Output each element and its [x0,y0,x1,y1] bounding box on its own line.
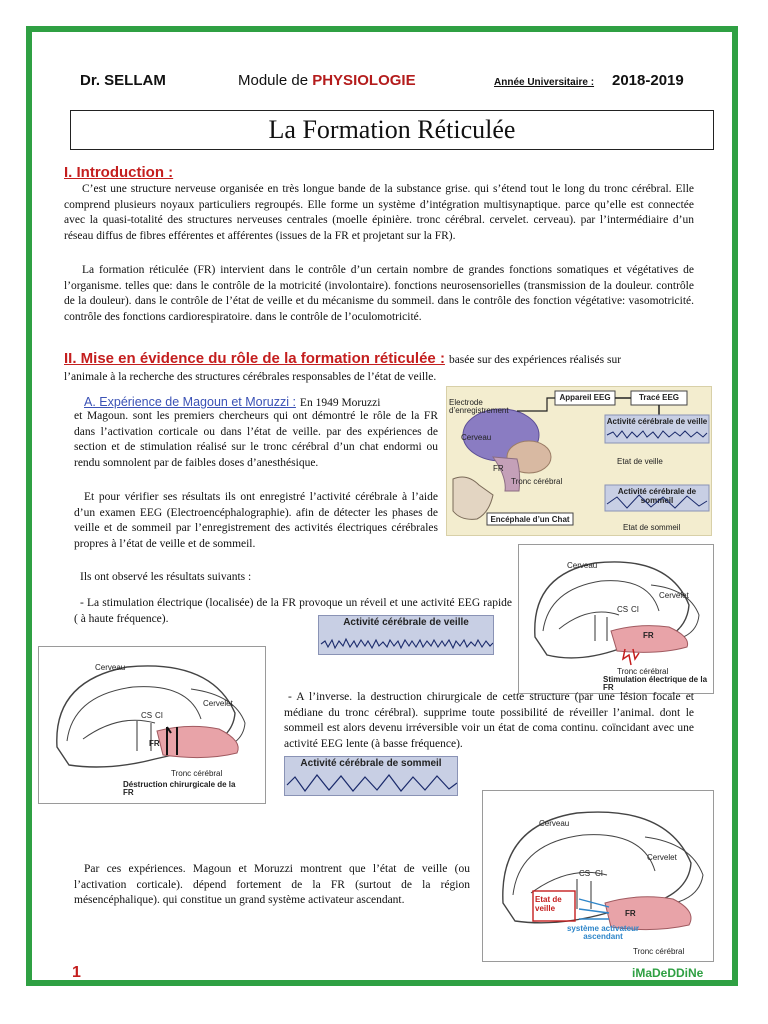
year-value: 2018-2019 [612,72,684,89]
subsection-a-paragraph-3: Ils ont observé les résultats suivants : [80,571,252,583]
fig-sara-cervelet: Cervelet [647,853,677,862]
subsection-a-paragraph-1: et Magoun. sont les premiers chercheurs qui ont démontré le rôle de la FR dans l’activation corticale ou dans l’état de veille. par des expériences de section et de stimulation réalisé sur le tronc cérébral d’un chat endormi ou rendu somnolent par de faibles doses d’anesthésique. [74,410,438,469]
eeg-setup-figure [446,386,712,536]
subsection-a-paragraph-2: Et pour vérifier ses résultats ils ont enregistré l’activité cérébrale à l’aide d’un examen EEG (Electroencéphalographie). afin de détecter les phases de veille et de sommeil par l’enregistrement des activités électriques cérébrales propres à l’état de veille et de sommeil. [74,491,438,550]
intro-paragraph-2: La formation réticulée (FR) intervient dans le contrôle d’un certain nombre de grandes fonctions somatiques et végétatives de l’organisme. telles que: dans le contrôle de la motricité (involontaire). fonctions neurosensorielles (transmission de la douleur. contrôle de la douleur). dans le contrôle de l’état de veille et du mécanisme du sommeil. dans le contrôle des fonction végétative: vasomotricité. contrôle des fonctions cardiorespiratoire. dans le contrôle de l’oculomotricité. [64,264,694,323]
fig-sara-systeme: système activateur ascendant [566,924,640,941]
fig-sara-fr: FR [625,909,636,918]
fig-sara-cs: CS [579,869,591,878]
fig1-veille-caption: Etat de veille [617,457,663,466]
eeg-sommeil-wave [285,757,458,796]
fig1-cat: Encéphale d’un Chat [490,515,570,524]
section-2-heading-line [64,350,704,369]
eeg-sommeil-trace [284,756,458,796]
fig-sara-tronc: Tronc cérébral [633,947,685,956]
signature: iMaDeDDiNe [632,966,704,980]
fig-stim-ci: CI [631,605,639,614]
fig-destr-ci: CI [155,711,163,720]
section-2-lead-2: l’animale à la recherche des structures cérébrales responsables de l’état de veille. [64,371,437,383]
section-2-lead: basée sur des expériences réalisés sur [448,354,622,366]
fig-sara-ci: CI [595,869,603,878]
stimulation-figure [518,544,714,694]
fig-destr-fr: FR [149,739,160,748]
eeg-veille-label: Activité cérébrale de veille [343,617,469,628]
subsection-a-lead: En 1949 Moruzzi [299,397,381,409]
fig1-tronc: Tronc cérébral [511,477,563,486]
section-1-heading: I. Introduction : [64,164,174,181]
subsection-a-paragraph-4: - La stimulation électrique (localisée) de la FR provoque un réveil et une activité EEG rapide ( à haute fréquence). [74,597,512,625]
destruction-figure [38,646,266,804]
fig-stim-cervelet: Cervelet [659,591,689,600]
fig1-eeg-trace: Tracé EEG [638,393,680,402]
eeg-veille-trace [318,615,494,655]
fig-stim-tronc: Tronc cérébral [617,667,669,676]
intro-paragraph-1: C’est une structure nerveuse organisée en très longue bande de la substance grise. qui s’étend tout le long du tronc cérébral. Elle comprend plusieurs noyaux particuliers regroupés. Elle forme un système d’intégration multisynaptique. parce qu’elle est connectée avec la quasi-totalité des structures nerveuses centrales (moelle épinière. tronc cérébral. cervelet. cerveau). par l’intermédiaire d’un réseau diffus de fibres efférentes et afférentes (issues de la FR et projetant sur la FR). [64,183,694,242]
fig1-cerveau: Cerveau [461,433,492,442]
fig1-sommeil-caption: Etat de sommeil [623,523,681,532]
fig1-sommeil-title: Activité cérébrale de sommeil [617,487,697,505]
fig1-electrode: Electrode d’enregistrement [449,398,509,415]
fig1-eeg-traces [447,387,713,537]
subsection-a-heading: A. Expérience de Magoun et Moruzzi : [84,395,296,409]
fig-destr-cervelet: Cervelet [203,699,233,708]
section-2-heading: II. Mise en évidence du rôle de la formation réticulée : [64,350,445,367]
fig-destr-tronc: Tronc cérébral [171,769,223,778]
fig-destr-caption: Déstruction chirurgicale de la FR [123,780,236,797]
fig-stim-cs: CS [617,605,629,614]
author: Dr. SELLAM [80,72,166,89]
fig-stim-fr: FR [643,631,654,640]
sara-figure [482,790,714,962]
eeg-sommeil-label: Activité cérébrale de sommeil [300,758,442,769]
fig-stim-cerveau: Cerveau [567,561,598,570]
fig-sara-cerveau: Cerveau [539,819,570,828]
fig1-veille-title: Activité cérébrale de veille [606,417,708,426]
fig-sara-etat: Etat de veille [535,895,562,913]
fig1-eeg-device: Appareil EEG [559,393,611,402]
fig-destr-cs: CS [141,711,153,720]
fig1-fr: FR [493,464,504,473]
eeg-veille-wave [319,616,494,655]
page-number: 1 [72,964,81,981]
subsection-a-paragraph-6: Par ces expériences. Magoun et Moruzzi montrent que l’état de veille (ou l’activation corticale). dépend fortement de la FR (surtout de la région mésencéphalique). qui constitue un grand système activateur ascendant. [74,863,470,907]
year-label: Année Universitaire : [494,77,595,88]
fig-stim-caption: Stimulation électrique de la FR [603,675,708,692]
fig-destr-cerveau: Cerveau [95,663,126,672]
page-title: La Formation Réticulée [70,110,714,150]
module-title: Module de PHYSIOLOGIE [238,72,416,89]
subsection-a-paragraph-5: - A l’inverse. la destruction chirurgicale de cette structure (par une lésion focale et médiane du tronc cérébral). supprime toute possibilité de réveiller l’animal. dont le sommeil est alors devenu irréversible voir un état de coma continu. coïncidant avec une activité EEG lente (à basse fréquence). [284,691,694,750]
